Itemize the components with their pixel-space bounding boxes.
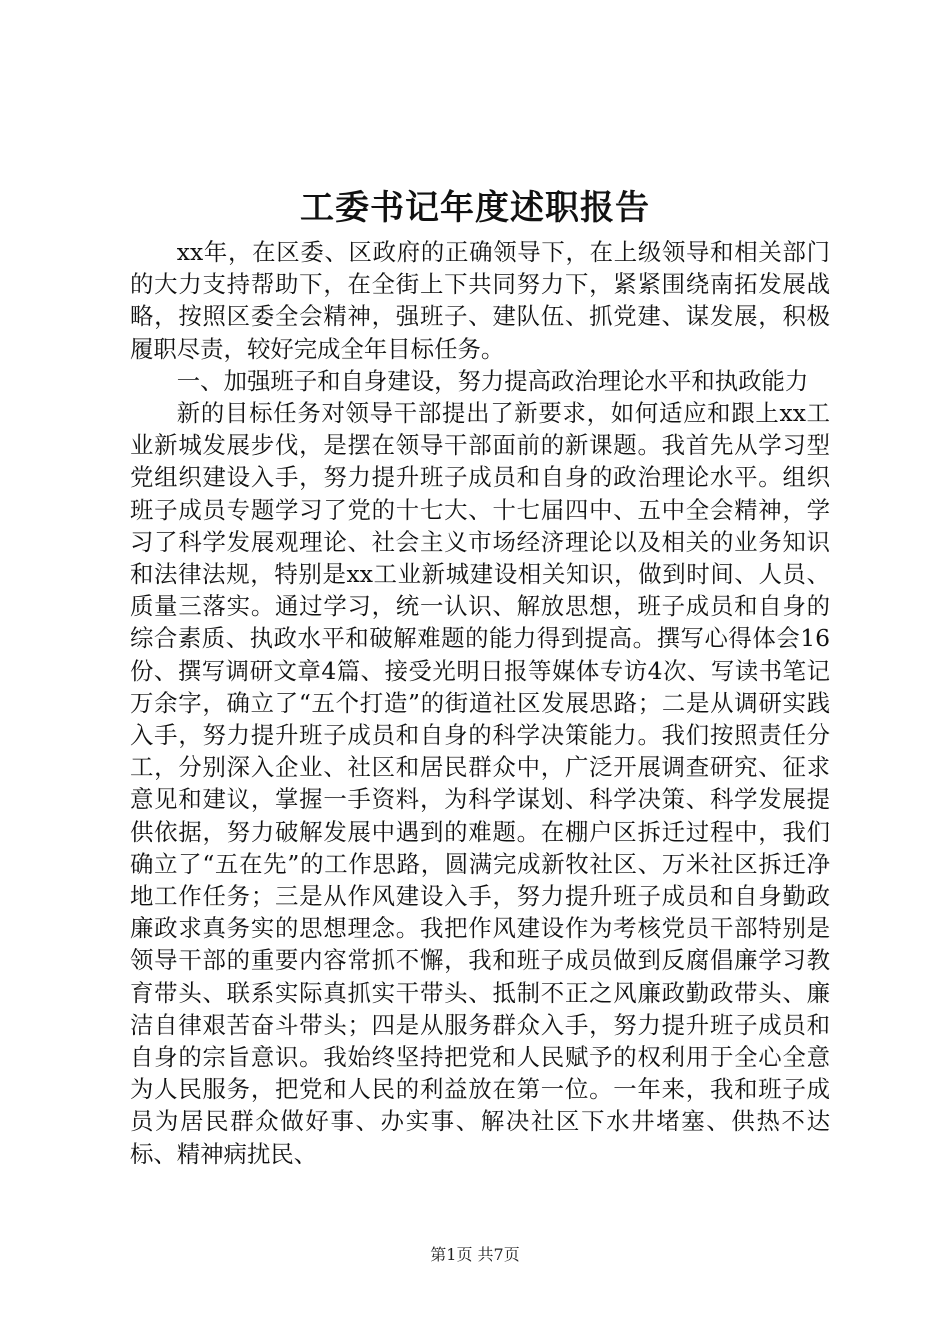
intro-paragraph: xx年，在区委、区政府的正确领导下，在上级领导和相关部门的大力支持帮助下，在全街上下共同努力下，紧紧围绕南拓发展战略，按照区委全会精神，强班子、建队伍、抓党建、谋发展，积极履职尽责，较好完成全年目标任务。 [130, 238, 830, 363]
section-1-paragraph: 新的目标任务对领导干部提出了新要求，如何适应和跟上xx工业新城发展步伐，是摆在领导干部面前的新课题。我首先从学习型党组织建设入手，努力提升班子成员和自身的政治理论水平。组织班子成员专题学习了党的十七大、十七届四中、五中全会精神，学习了科学发展观理论、社会主义市场经济理论以及相关的业务知识和法律法规，特别是xx工业新城建设相关知识，做到时间、人员、质量三落实。通过学习，统一认识、解放思想，班子成员和自身的综合素质、执政水平和破解难题的能力得到提高。撰写心得体会16份、撰写调研文章4篇、接受光明日报等媒体专访4次、写读书笔记万余字，确立了“五个打造”的街道社区发展思路；二是从调研实践入手，努力提升班子成员和自身的科学决策能力。我们按照责任分工，分别深入企业、社区和居民群众中，广泛开展调查研究、征求意见和建议，掌握一手资料，为科学谋划、科学决策、科学发展提供依据，努力破解发展中遇到的难题。在棚户区拆迁过程中，我们确立了“五在先”的工作思路，圆满完成新牧社区、万米社区拆迁净地工作任务；三是从作风建设入手，努力提升班子成员和自身勤政廉政求真务实的思想理念。我把作风建设作为考核党员干部特别是领导干部的重要内容常抓不懈，我和班子成员做到反腐倡廉学习教育带头、联系实际真抓实干带头、抵制不正之风廉政勤政带头、廉洁自律艰苦奋斗带头；四是从服务群众入手，努力提升班子成员和自身的宗旨意识。我始终坚持把党和人民赋予的权利用于全心全意为人民服务，把党和人民的利益放在第一位。一年来，我和班子成员为居民群众做好事、办实事、解决社区下水井堵塞、供热不达标、精神病扰民、 [130, 399, 830, 1168]
document-body [130, 236, 830, 1170]
page-footer: 第1页 共7页 [430, 1245, 520, 1264]
section-heading-1: 一、加强班子和自身建设，努力提高政治理论水平和执政能力 [176, 366, 809, 395]
document-title: 工委书记年度述职报告 [300, 188, 650, 228]
